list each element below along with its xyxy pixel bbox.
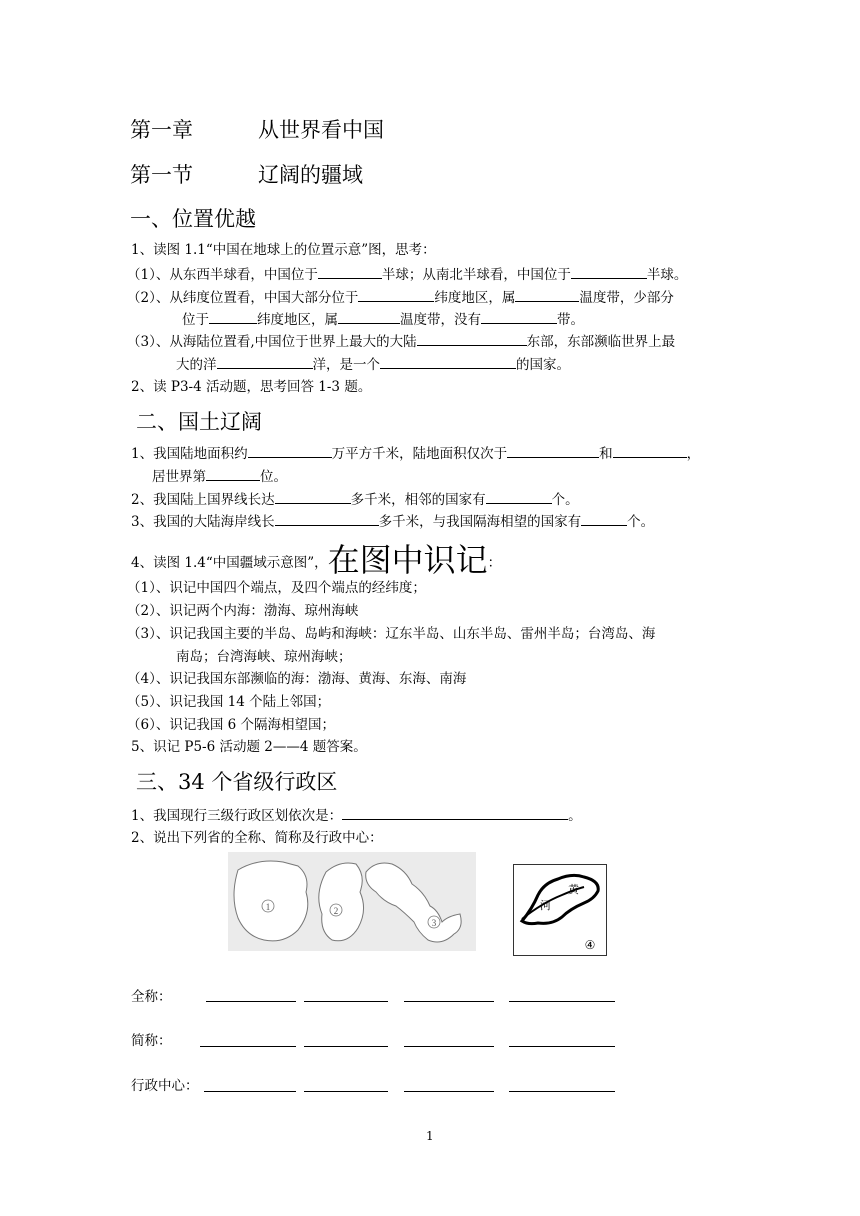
part2-item6: （6）、识记我国 6 个隔海相望国； xyxy=(127,717,336,733)
part1-q1-1: （1）、从东西半球看，中国位于 半球；从南北半球看，中国位于 半球。 xyxy=(127,264,687,285)
map-label-2: 2 xyxy=(333,906,339,916)
river-label-2: 河 xyxy=(540,899,551,912)
emphasis-text: 在图中识记 xyxy=(327,541,488,579)
part2-q4: 4、读图 1.4“中国疆域示意图”，在图中识记： xyxy=(131,541,502,579)
part2-q3: 3、我国的大陆海岸线长 多千米，与我国隔海相望的国家有 个。 xyxy=(131,511,654,532)
blank-field[interactable] xyxy=(318,264,382,279)
answer-line[interactable] xyxy=(304,1091,388,1092)
answer-line[interactable] xyxy=(404,1001,494,1002)
chapter-label: 第一章 xyxy=(130,118,193,142)
map-label-4: ④ xyxy=(584,938,596,952)
part1-heading: 一、位置优越 xyxy=(130,207,256,231)
section-title: 辽阔的疆域 xyxy=(258,163,363,187)
answer-line[interactable] xyxy=(206,1001,296,1002)
blank-field[interactable] xyxy=(206,466,260,481)
part1-q1: 1、读图 1.1“中国在地球上的位置示意”图，思考： xyxy=(131,242,436,258)
blank-field[interactable] xyxy=(486,489,552,504)
blank-field[interactable] xyxy=(417,331,527,346)
blank-field[interactable] xyxy=(275,511,379,526)
province-outlines xyxy=(228,852,476,951)
province-map-4 xyxy=(513,864,607,956)
blank-field[interactable] xyxy=(248,443,332,458)
answer-line[interactable] xyxy=(404,1091,494,1092)
row-label-abbr: 简称： xyxy=(131,1033,172,1049)
row-label-full-name: 全称： xyxy=(131,989,172,1005)
part2-heading: 二、国土辽阔 xyxy=(136,410,262,434)
map-label-3: 3 xyxy=(431,918,437,928)
answer-line[interactable] xyxy=(204,1091,296,1092)
part2-q5: 5、识记 P5-6 活动题 2——4 题答案。 xyxy=(131,739,367,755)
blank-field[interactable] xyxy=(217,354,313,369)
river-label-1: 黄 xyxy=(568,883,579,896)
blank-field[interactable] xyxy=(515,287,579,302)
part2-item2: （2）、识记两个内海：渤海、琼州海峡 xyxy=(127,603,359,619)
answer-line[interactable] xyxy=(200,1046,296,1047)
blank-field[interactable] xyxy=(481,309,557,324)
blank-field[interactable] xyxy=(380,354,516,369)
part2-q1: 1、我国陆地面积约 万平方千米，陆地面积仅次于 和 ， xyxy=(131,443,700,464)
part1-q1-3-cont: 大的洋 洋，是一个 的国家。 xyxy=(176,354,570,375)
answer-line[interactable] xyxy=(404,1046,494,1047)
blank-field[interactable] xyxy=(338,309,400,324)
section-label: 第一节 xyxy=(130,163,193,187)
answer-line[interactable] xyxy=(304,1046,388,1047)
chapter-title: 从世界看中国 xyxy=(258,118,384,142)
part3-heading: 三、34 个省级行政区 xyxy=(136,770,338,794)
part2-item1: （1）、识记中国四个端点，及四个端点的经纬度； xyxy=(127,580,426,596)
answer-line[interactable] xyxy=(509,1001,615,1002)
part1-q1-2: （2）、从纬度位置看，中国大部分位于 纬度地区，属 温度带，少部分 xyxy=(127,287,674,308)
part2-q2: 2、我国陆上国界线长达 多千米，相邻的国家有 个。 xyxy=(131,489,579,510)
row-label-capital: 行政中心： xyxy=(131,1078,199,1094)
answer-line[interactable] xyxy=(509,1046,615,1047)
part1-q1-2-cont: 位于 纬度地区，属 温度带，没有 带。 xyxy=(182,309,584,330)
part1-q1-3: （3）、从海陆位置看,中国位于世界上最大的大陆 东部，东部濒临世界上最 xyxy=(127,331,675,352)
blank-field[interactable] xyxy=(209,309,257,324)
answer-line[interactable] xyxy=(304,1001,388,1002)
answer-line[interactable] xyxy=(509,1091,615,1092)
blank-field[interactable] xyxy=(275,489,351,504)
blank-field[interactable] xyxy=(342,805,568,820)
province-maps-image xyxy=(228,852,476,951)
part3-q1: 1、我国现行三级行政区划依次是： 。 xyxy=(131,805,582,826)
part2-item3-cont: 南岛；台湾海峡、琼州海峡； xyxy=(176,649,352,665)
part2-item5: （5）、识记我国 14 个陆上邻国； xyxy=(127,694,331,710)
part3-q2: 2、说出下列省的全称、简称及行政中心： xyxy=(131,830,383,846)
blank-field[interactable] xyxy=(571,264,647,279)
map-label-1: 1 xyxy=(265,902,271,912)
blank-field[interactable] xyxy=(613,443,687,458)
part1-q2: 2、读 P3-4 活动题，思考回答 1-3 题。 xyxy=(131,379,372,395)
blank-field[interactable] xyxy=(507,443,599,458)
part2-q1-cont: 居世界第 位。 xyxy=(152,466,287,487)
page-number: 1 xyxy=(426,1129,434,1143)
part2-item3: （3）、识记我国主要的半岛、岛屿和海峡：辽东半岛、山东半岛、雷州半岛；台湾岛、海 xyxy=(127,626,656,642)
part2-item4: （4）、识记我国东部濒临的海：渤海、黄海、东海、南海 xyxy=(127,671,467,687)
blank-field[interactable] xyxy=(581,511,627,526)
province-outline-4 xyxy=(514,865,606,955)
blank-field[interactable] xyxy=(358,287,434,302)
